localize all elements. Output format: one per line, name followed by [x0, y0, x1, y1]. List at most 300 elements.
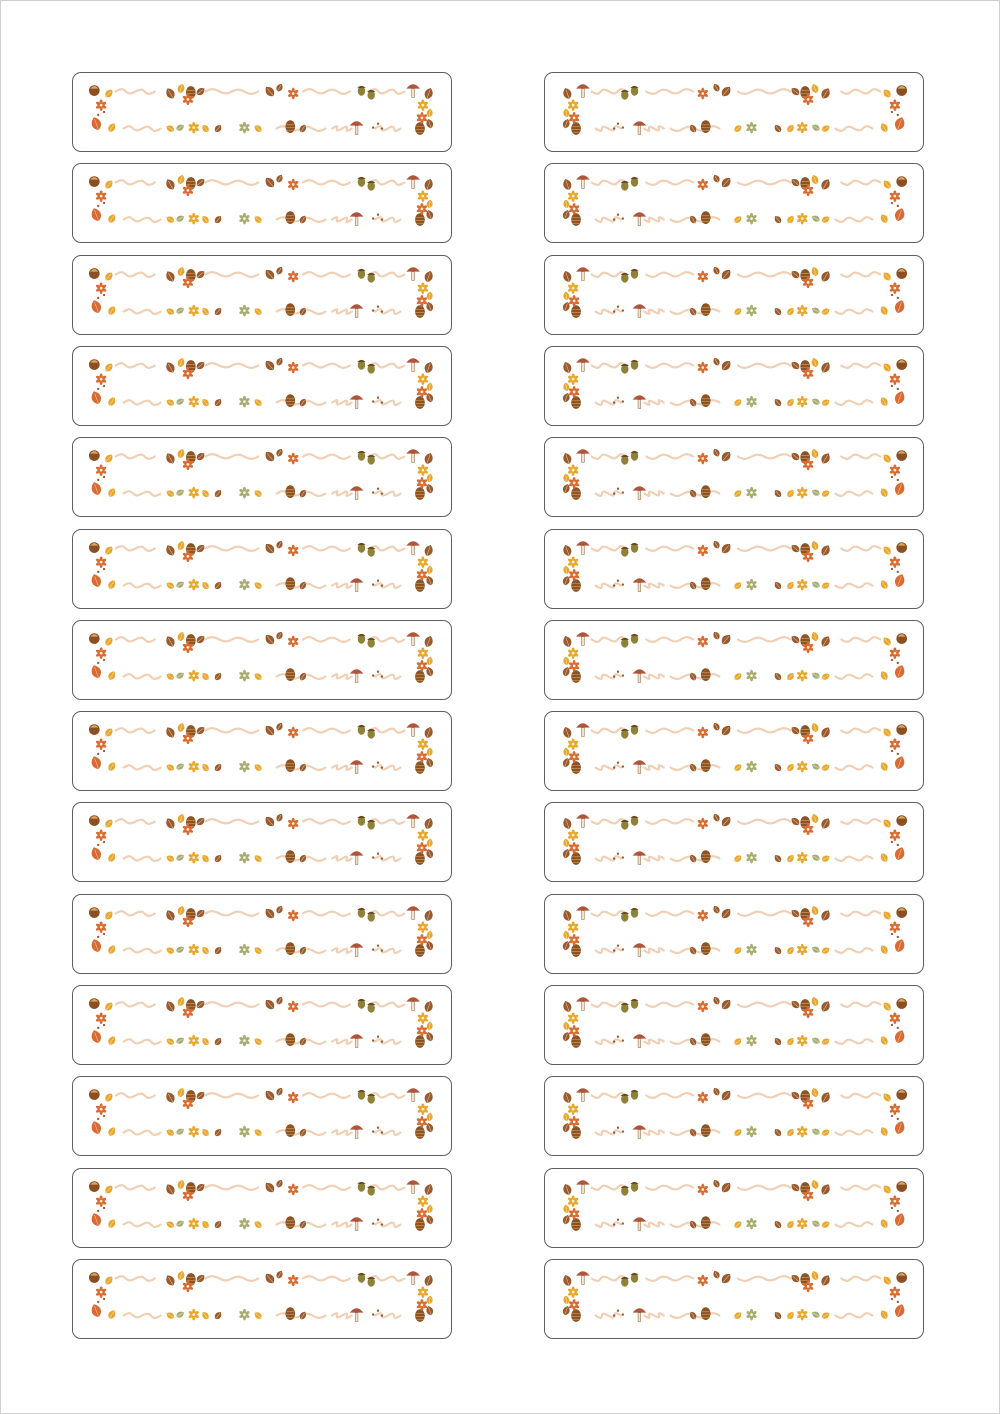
leaf-icon: [164, 908, 177, 922]
swirl-ornament: [738, 363, 791, 368]
leaf-icon: [773, 1219, 783, 1230]
mushroom-icon: [576, 906, 590, 919]
leaf-icon: [712, 904, 722, 915]
chestnut-icon: [896, 450, 907, 461]
swirl-ornament: [375, 1131, 400, 1136]
swirl-ornament: [835, 583, 872, 588]
flower-icon: [568, 842, 580, 854]
swirl-ornament: [835, 309, 872, 314]
swirl-ornament: [646, 1185, 693, 1190]
leaf-icon: [785, 123, 795, 134]
leaf-icon: [263, 1271, 277, 1285]
flower-icon: [416, 934, 428, 946]
pine-cone-icon: [701, 759, 711, 772]
flower-icon: [567, 647, 579, 659]
autumn-border-art: [545, 164, 923, 242]
pine-cone-icon: [285, 942, 295, 955]
swirl-ornament: [303, 728, 350, 733]
flower-icon: [568, 934, 580, 946]
leaf-icon: [785, 1219, 795, 1230]
pine-cone-icon: [571, 579, 581, 592]
leaf-icon: [275, 630, 285, 641]
label-r2-c1: [72, 163, 452, 243]
leaf-icon: [879, 304, 890, 316]
swirl-ornament: [124, 309, 161, 314]
leaf-icon: [719, 450, 733, 464]
label-r8-c1: [72, 711, 452, 791]
leaf-icon: [712, 813, 722, 824]
swirl-ornament: [738, 180, 791, 185]
swirl-ornament: [124, 1131, 161, 1136]
leaf-icon: [107, 761, 118, 773]
swirl-ornament: [205, 1276, 258, 1281]
chestnut-icon: [89, 268, 100, 279]
leaf-icon: [563, 1021, 570, 1031]
swirl-ornament: [332, 1131, 352, 1136]
flower-icon: [416, 842, 428, 854]
swirl-ornament: [332, 948, 352, 953]
mushroom-icon: [406, 1271, 420, 1284]
swirl-ornament: [646, 89, 693, 94]
flower-icon: [889, 1012, 901, 1024]
leaf-icon: [881, 544, 892, 556]
pine-cone-icon: [701, 1033, 711, 1046]
leaf-icon: [563, 473, 570, 483]
flower-icon: [567, 191, 579, 203]
autumn-border-art: [73, 438, 451, 516]
leaf-icon: [719, 724, 733, 738]
label-r1-c2: [544, 72, 924, 152]
acorn-icon: [621, 729, 629, 739]
flower-icon: [796, 304, 808, 316]
leaf-icon: [881, 179, 892, 191]
leaf-icon: [810, 174, 820, 185]
flower-icon: [568, 295, 580, 307]
label-r14-c2: [544, 1259, 924, 1339]
flower-icon: [796, 670, 808, 682]
acorn-icon: [357, 1182, 365, 1192]
flower-icon: [95, 373, 107, 385]
leaf-icon: [200, 1128, 210, 1139]
flower-icon: [567, 465, 579, 477]
leaf-icon: [200, 1036, 210, 1047]
swirl-ornament: [646, 454, 693, 459]
leaf-icon: [820, 398, 831, 408]
leaf-icon: [90, 937, 103, 953]
flower-icon: [889, 282, 901, 294]
swirl-ornament: [124, 126, 161, 131]
swirl-ornament: [124, 583, 161, 588]
flower-icon: [697, 544, 709, 556]
leaf-icon: [810, 539, 820, 550]
flower-icon: [568, 660, 580, 672]
leaf-icon: [176, 813, 186, 824]
leaf-icon: [165, 1219, 176, 1229]
swirl-ornament: [116, 454, 155, 459]
leaf-icon: [811, 579, 822, 589]
leaf-icon: [263, 267, 277, 281]
leaf-icon: [562, 178, 573, 192]
flower-icon: [697, 1092, 709, 1104]
leaf-icon: [103, 1183, 114, 1195]
leaf-icon: [107, 1217, 118, 1229]
pine-cone-icon: [701, 120, 711, 133]
swirl-ornament: [332, 400, 352, 405]
flower-icon: [567, 738, 579, 750]
leaf-icon: [213, 945, 223, 956]
flower-icon: [568, 1025, 580, 1037]
leaf-icon: [879, 213, 890, 225]
leaf-icon: [176, 722, 186, 733]
chestnut-icon: [89, 176, 100, 187]
chestnut-icon: [89, 542, 100, 553]
flower-icon: [287, 727, 299, 739]
leaf-icon: [90, 846, 103, 862]
leaf-icon: [213, 1310, 223, 1321]
leaf-icon: [773, 1036, 783, 1047]
swirl-ornament: [841, 1276, 880, 1281]
acorn-icon: [357, 451, 365, 461]
swirl-ornament: [841, 637, 880, 642]
mushroom-icon: [406, 906, 420, 919]
leaf-icon: [164, 86, 177, 100]
leaf-icon: [719, 176, 733, 190]
leaf-icon: [213, 671, 223, 682]
flower-icon: [889, 465, 901, 477]
swirl-ornament: [738, 272, 791, 277]
leaf-icon: [176, 631, 186, 642]
swirl-ornament: [644, 674, 664, 679]
leaf-icon: [773, 854, 783, 865]
leaf-icon: [562, 452, 573, 466]
swirl-ornament: [835, 857, 872, 862]
leaf-icon: [175, 579, 186, 589]
leaf-icon: [819, 360, 832, 374]
swirl-ornament: [332, 1222, 352, 1227]
swirl-ornament: [644, 1222, 664, 1227]
flower-icon: [697, 727, 709, 739]
leaf-icon: [810, 83, 820, 94]
flower-icon: [416, 1025, 428, 1037]
leaf-icon: [176, 448, 186, 459]
flower-icon: [416, 112, 428, 124]
chestnut-icon: [896, 1181, 907, 1192]
leaf-icon: [253, 306, 264, 316]
leaf-icon: [881, 635, 892, 647]
mushroom-icon: [576, 358, 590, 371]
flower-icon: [417, 465, 429, 477]
flower-icon: [287, 179, 299, 191]
mushroom-icon: [406, 723, 420, 736]
leaf-icon: [107, 1309, 118, 1321]
leaf-icon: [712, 721, 722, 732]
pine-cone-icon: [285, 1307, 295, 1320]
pine-cone-icon: [415, 1309, 425, 1322]
leaf-icon: [103, 1092, 114, 1104]
flower-icon: [746, 1126, 758, 1138]
swirl-ornament: [644, 126, 664, 131]
chestnut-icon: [896, 907, 907, 918]
label-r12-c1: [72, 1076, 452, 1156]
leaf-icon: [90, 664, 103, 680]
leaf-icon: [164, 1273, 177, 1287]
mushroom-icon: [406, 997, 420, 1010]
flower-icon: [287, 909, 299, 921]
leaf-icon: [423, 817, 434, 831]
leaf-icon: [562, 726, 573, 740]
leaf-icon: [893, 1029, 906, 1045]
mushroom-icon: [576, 815, 590, 828]
flower-icon: [188, 487, 200, 499]
flower-icon: [239, 1217, 251, 1229]
leaf-icon: [164, 726, 177, 740]
leaf-icon: [785, 580, 795, 591]
leaf-icon: [107, 1035, 118, 1047]
leaf-icon: [785, 762, 795, 773]
pine-cone-icon: [415, 1035, 425, 1048]
swirl-ornament: [116, 180, 155, 185]
swirl-ornament: [332, 309, 352, 314]
leaf-icon: [263, 85, 277, 99]
leaf-icon: [563, 199, 570, 209]
autumn-border-art: [73, 164, 451, 242]
flower-icon: [889, 830, 901, 842]
flower-icon: [697, 909, 709, 921]
leaf-icon: [733, 580, 744, 590]
flower-icon: [889, 738, 901, 750]
acorn-icon: [621, 1277, 629, 1287]
flower-icon: [796, 1309, 808, 1321]
swirl-ornament: [375, 309, 400, 314]
leaf-icon: [819, 999, 832, 1013]
leaf-icon: [426, 1204, 433, 1214]
leaf-icon: [881, 453, 892, 465]
leaf-icon: [785, 1128, 795, 1139]
leaf-icon: [90, 390, 103, 406]
leaf-icon: [881, 909, 892, 921]
swirl-ornament: [596, 857, 621, 862]
flower-icon: [746, 396, 758, 408]
leaf-icon: [879, 578, 890, 590]
flower-icon: [95, 556, 107, 568]
swirl-ornament: [116, 272, 155, 277]
leaf-icon: [107, 122, 118, 134]
flower-icon: [416, 203, 428, 215]
leaf-icon: [893, 390, 906, 406]
mushroom-icon: [576, 84, 590, 97]
label-r7-c2: [544, 620, 924, 700]
flower-icon: [568, 386, 580, 398]
flower-icon: [239, 852, 251, 864]
flower-icon: [287, 1092, 299, 1104]
swirl-ornament: [596, 491, 621, 496]
leaf-icon: [785, 1310, 795, 1321]
flower-icon: [697, 635, 709, 647]
pine-cone-icon: [701, 1216, 711, 1229]
leaf-icon: [811, 214, 822, 224]
flower-icon: [188, 122, 200, 134]
leaf-icon: [263, 1089, 277, 1103]
leaf-icon: [90, 298, 103, 314]
leaf-icon: [562, 543, 573, 557]
pine-cone-icon: [415, 1218, 425, 1231]
swirl-ornament: [835, 948, 872, 953]
swirl-ornament: [303, 89, 350, 94]
leaf-icon: [819, 1182, 832, 1196]
leaf-icon: [253, 489, 264, 499]
leaf-icon: [90, 116, 103, 132]
chestnut-icon: [89, 633, 100, 644]
flower-icon: [746, 761, 758, 773]
leaf-icon: [164, 1091, 177, 1105]
leaf-icon: [773, 762, 783, 773]
leaf-icon: [423, 634, 434, 648]
leaf-icon: [563, 747, 570, 757]
leaf-icon: [213, 1219, 223, 1230]
leaf-icon: [165, 580, 176, 590]
flower-icon: [889, 1286, 901, 1298]
leaf-icon: [719, 267, 733, 281]
flower-icon: [188, 670, 200, 682]
autumn-border-art: [545, 621, 923, 699]
leaf-icon: [175, 123, 186, 133]
flower-icon: [746, 122, 758, 134]
leaf-icon: [820, 946, 831, 956]
leaf-icon: [810, 265, 820, 276]
pine-cone-icon: [415, 122, 425, 135]
flower-icon: [567, 1286, 579, 1298]
chestnut-icon: [896, 724, 907, 735]
leaf-icon: [253, 1128, 264, 1138]
flower-icon: [746, 1217, 758, 1229]
leaf-icon: [820, 672, 831, 682]
leaf-icon: [881, 818, 892, 830]
label-r3-c2: [544, 255, 924, 335]
leaf-icon: [712, 1269, 722, 1280]
swirl-ornament: [738, 911, 791, 916]
pine-cone-icon: [701, 212, 711, 225]
leaf-icon: [423, 1274, 434, 1288]
pine-cone-icon: [701, 851, 711, 864]
leaf-icon: [103, 88, 114, 100]
flower-icon: [567, 1195, 579, 1207]
pine-cone-icon: [571, 1218, 581, 1231]
swirl-ornament: [738, 728, 791, 733]
leaf-icon: [562, 1182, 573, 1196]
autumn-border-art: [545, 347, 923, 425]
flower-icon: [287, 544, 299, 556]
swirl-ornament: [841, 89, 880, 94]
flower-icon: [889, 556, 901, 568]
swirl-ornament: [841, 180, 880, 185]
swirl-ornament: [124, 400, 161, 405]
flower-icon: [287, 270, 299, 282]
flower-icon: [417, 1286, 429, 1298]
swirl-ornament: [644, 1131, 664, 1136]
flower-icon: [95, 99, 107, 111]
leaf-icon: [426, 291, 433, 301]
acorn-icon: [630, 1090, 638, 1100]
label-r4-c1: [72, 346, 452, 426]
leaf-icon: [879, 670, 890, 682]
acorn-icon: [621, 546, 629, 556]
chestnut-icon: [896, 542, 907, 553]
pine-cone-icon: [415, 214, 425, 227]
swirl-ornament: [124, 857, 161, 862]
flower-icon: [889, 1195, 901, 1207]
acorn-icon: [367, 364, 375, 374]
mushroom-icon: [406, 267, 420, 280]
swirl-ornament: [841, 363, 880, 368]
swirl-ornament: [841, 546, 880, 551]
leaf-icon: [810, 1087, 820, 1098]
mushroom-icon: [406, 1089, 420, 1102]
leaf-icon: [820, 1311, 831, 1321]
leaf-icon: [893, 207, 906, 223]
chestnut-icon: [89, 724, 100, 735]
pine-cone-icon: [571, 1309, 581, 1322]
swirl-ornament: [375, 126, 400, 131]
chestnut-icon: [896, 816, 907, 827]
mushroom-icon: [576, 176, 590, 189]
leaf-icon: [176, 174, 186, 185]
leaf-icon: [175, 305, 186, 315]
leaf-icon: [200, 397, 210, 408]
autumn-border-art: [545, 895, 923, 973]
leaf-icon: [719, 815, 733, 829]
leaf-icon: [811, 1127, 822, 1137]
leaf-icon: [263, 632, 277, 646]
swirl-ornament: [841, 272, 880, 277]
leaf-icon: [164, 817, 177, 831]
pine-cone-icon: [701, 394, 711, 407]
flower-icon: [567, 830, 579, 842]
flower-icon: [239, 304, 251, 316]
pine-cone-icon: [285, 1033, 295, 1046]
swirl-ornament: [375, 857, 400, 862]
leaf-icon: [90, 755, 103, 771]
leaf-icon: [879, 1126, 890, 1138]
leaf-icon: [90, 1120, 103, 1136]
leaf-icon: [213, 306, 223, 317]
swirl-ornament: [332, 1039, 352, 1044]
leaf-icon: [426, 930, 433, 940]
chestnut-icon: [896, 1089, 907, 1100]
swirl-ornament: [332, 857, 352, 862]
leaf-icon: [200, 762, 210, 773]
leaf-icon: [200, 671, 210, 682]
acorn-icon: [630, 1182, 638, 1192]
autumn-border-art: [73, 347, 451, 425]
leaf-icon: [820, 763, 831, 773]
swirl-ornament: [124, 1222, 161, 1227]
flower-icon: [188, 396, 200, 408]
leaf-icon: [811, 123, 822, 133]
swirl-ornament: [375, 674, 400, 679]
leaf-icon: [107, 943, 118, 955]
leaf-icon: [712, 995, 722, 1006]
acorn-icon: [367, 820, 375, 830]
flower-icon: [567, 1012, 579, 1024]
autumn-border-art: [73, 256, 451, 334]
leaf-icon: [176, 1178, 186, 1189]
flower-icon: [697, 179, 709, 191]
pine-cone-icon: [571, 670, 581, 683]
chestnut-icon: [89, 1272, 100, 1283]
leaf-icon: [562, 908, 573, 922]
leaf-icon: [275, 813, 285, 824]
flower-icon: [746, 304, 758, 316]
